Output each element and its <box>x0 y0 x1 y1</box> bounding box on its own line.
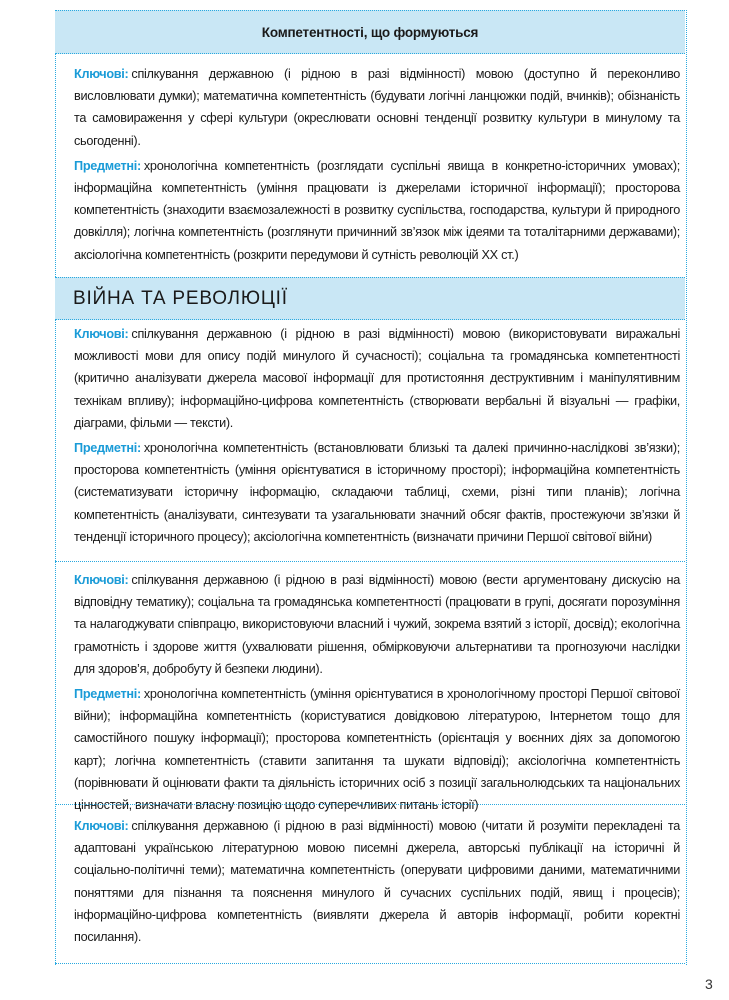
competencies-block-3 <box>74 569 680 816</box>
key-label: Ключові: <box>74 67 129 81</box>
subject-text: хронологічна компетентність (розглядати суспільні явища в конкретно-історичних умовах); інформаційна компетентність (уміння працювати із джерелами історичної інформації); просторова компетентність (знаходити взаємозалежності в розвитку суспільства, господарства, культури й природного довкілля); логічна компетентність (розглянути причинний зв’язок між ідеями та тоталітарними державами); аксіологічна компетентність (розкрити передумови й сутність революцій XX ст.) <box>74 158 680 262</box>
subject-label: Предметні: <box>74 441 141 456</box>
key-text: спілкування державною (і рідною в разі відмінності) мовою (читати й розуміти перекладені та адаптовані українською літературною мовою писемні джерела, авторські публікації на історичні й соціально-політичні теми); математична компетентність (оперувати цифровими даними, математичними поняттями для пізнання та пояснення минулого й сучасних суспільних подій, явищ і процесів); інформаційно-цифрова компетентність (виявляти джерела й авторів інформації, робити коректні посилання). <box>74 819 680 945</box>
subject-text: хронологічна компетентність (встановлювати близькі та далекі причинно-наслідкові зв’язки); просторова компетентність (уміння орієнтуватися в історичному просторі); інформаційна компетентність (систематизувати історичну інформацію, складаючи таблиці, схеми, різні типи планів); логічна компетентність (аналізувати, синтезувати та узагальнювати значний обсяг фактів, простежуючи зв’язки й тенденції історичного процесу); аксіологічна компетентність (визначати причини Першої світової війни) <box>74 441 680 544</box>
key-competencies <box>74 569 680 680</box>
subject-label: Предметні: <box>74 158 141 173</box>
subject-text: хронологічна компетентність (уміння орієнтуватися в хронологічному просторі Першої світової війни); інформаційна компетентність (користуватися довідковою літературою, Інтернетом тощо для самостійного пошуку інформації); просторова компетентність (орієнтація у воєнних діях за допомогою карт); логічна компетентність (ставити запитання та шукати відповіді); аксіологічна компетентність (порівнювати й оцінювати факти та діяльність історичних осіб з позиції загальнолюдських та національних цінностей, визначати власну позицію щодо суперечливих питань історії) <box>74 687 680 813</box>
subject-competencies <box>74 437 680 548</box>
competencies-block-4 <box>74 815 680 948</box>
key-label: Ключові: <box>74 573 129 587</box>
section-heading <box>55 277 685 320</box>
key-text: спілкування державною (і рідною в разі відмінності) мовою (вести аргументовану дискусію на відповідну тематику); соціальна та громадянська компетентності (працювати в групі, досягати порозуміння та налагоджувати співпрацю, використовуючи власний і чужий, зокрема взятий з історії, досвід); екологічна грамотність і здорове життя (ухвалювати рішення, обмірковуючи альтернативи та прогнозуючи наслідки для здоров’я, добробуту й безпеки людини). <box>74 573 680 676</box>
key-competencies <box>74 815 680 948</box>
key-label: Ключові: <box>74 327 129 341</box>
table-header-title: Компетентності, що формуються <box>261 24 479 40</box>
row-divider <box>55 804 685 805</box>
subject-competencies <box>74 683 680 816</box>
subject-label: Предметні: <box>74 687 141 702</box>
competencies-block-2 <box>74 323 680 548</box>
key-text: спілкування державною (і рідною в разі відмінності) мовою (використовувати виражальні можливості мови для опису подій минулого й сучасності); соціальна та громадянська компетентності (критично аналізувати джерела масової інформації для протистояння деструктивним і маніпулятивним технікам впливу); інформаційно-цифрова компетентність (створювати вербальні й візуальні — графіки, діаграми, фільми — тексти). <box>74 327 680 430</box>
page-number: 3 <box>705 976 713 992</box>
key-label: Ключові: <box>74 819 129 833</box>
key-competencies <box>74 63 680 152</box>
row-divider <box>55 561 685 562</box>
table-header <box>55 10 685 54</box>
section-title: ВІЙНА ТА РЕВОЛЮЦІЇ <box>73 287 288 309</box>
competencies-block-1 <box>74 63 680 266</box>
key-text: спілкування державною (і рідною в разі відмінності) мовою (доступно й переконливо висловлювати думки); математична компетентність (будувати логічні ланцюжки подій, вчинків); обізнаність та самовираження у сфері культури (окреслювати основні тенденції розвитку культури в минулому та сьогоденні). <box>74 67 680 148</box>
subject-competencies <box>74 155 680 266</box>
table-bottom-border <box>55 963 685 964</box>
key-competencies <box>74 323 680 434</box>
